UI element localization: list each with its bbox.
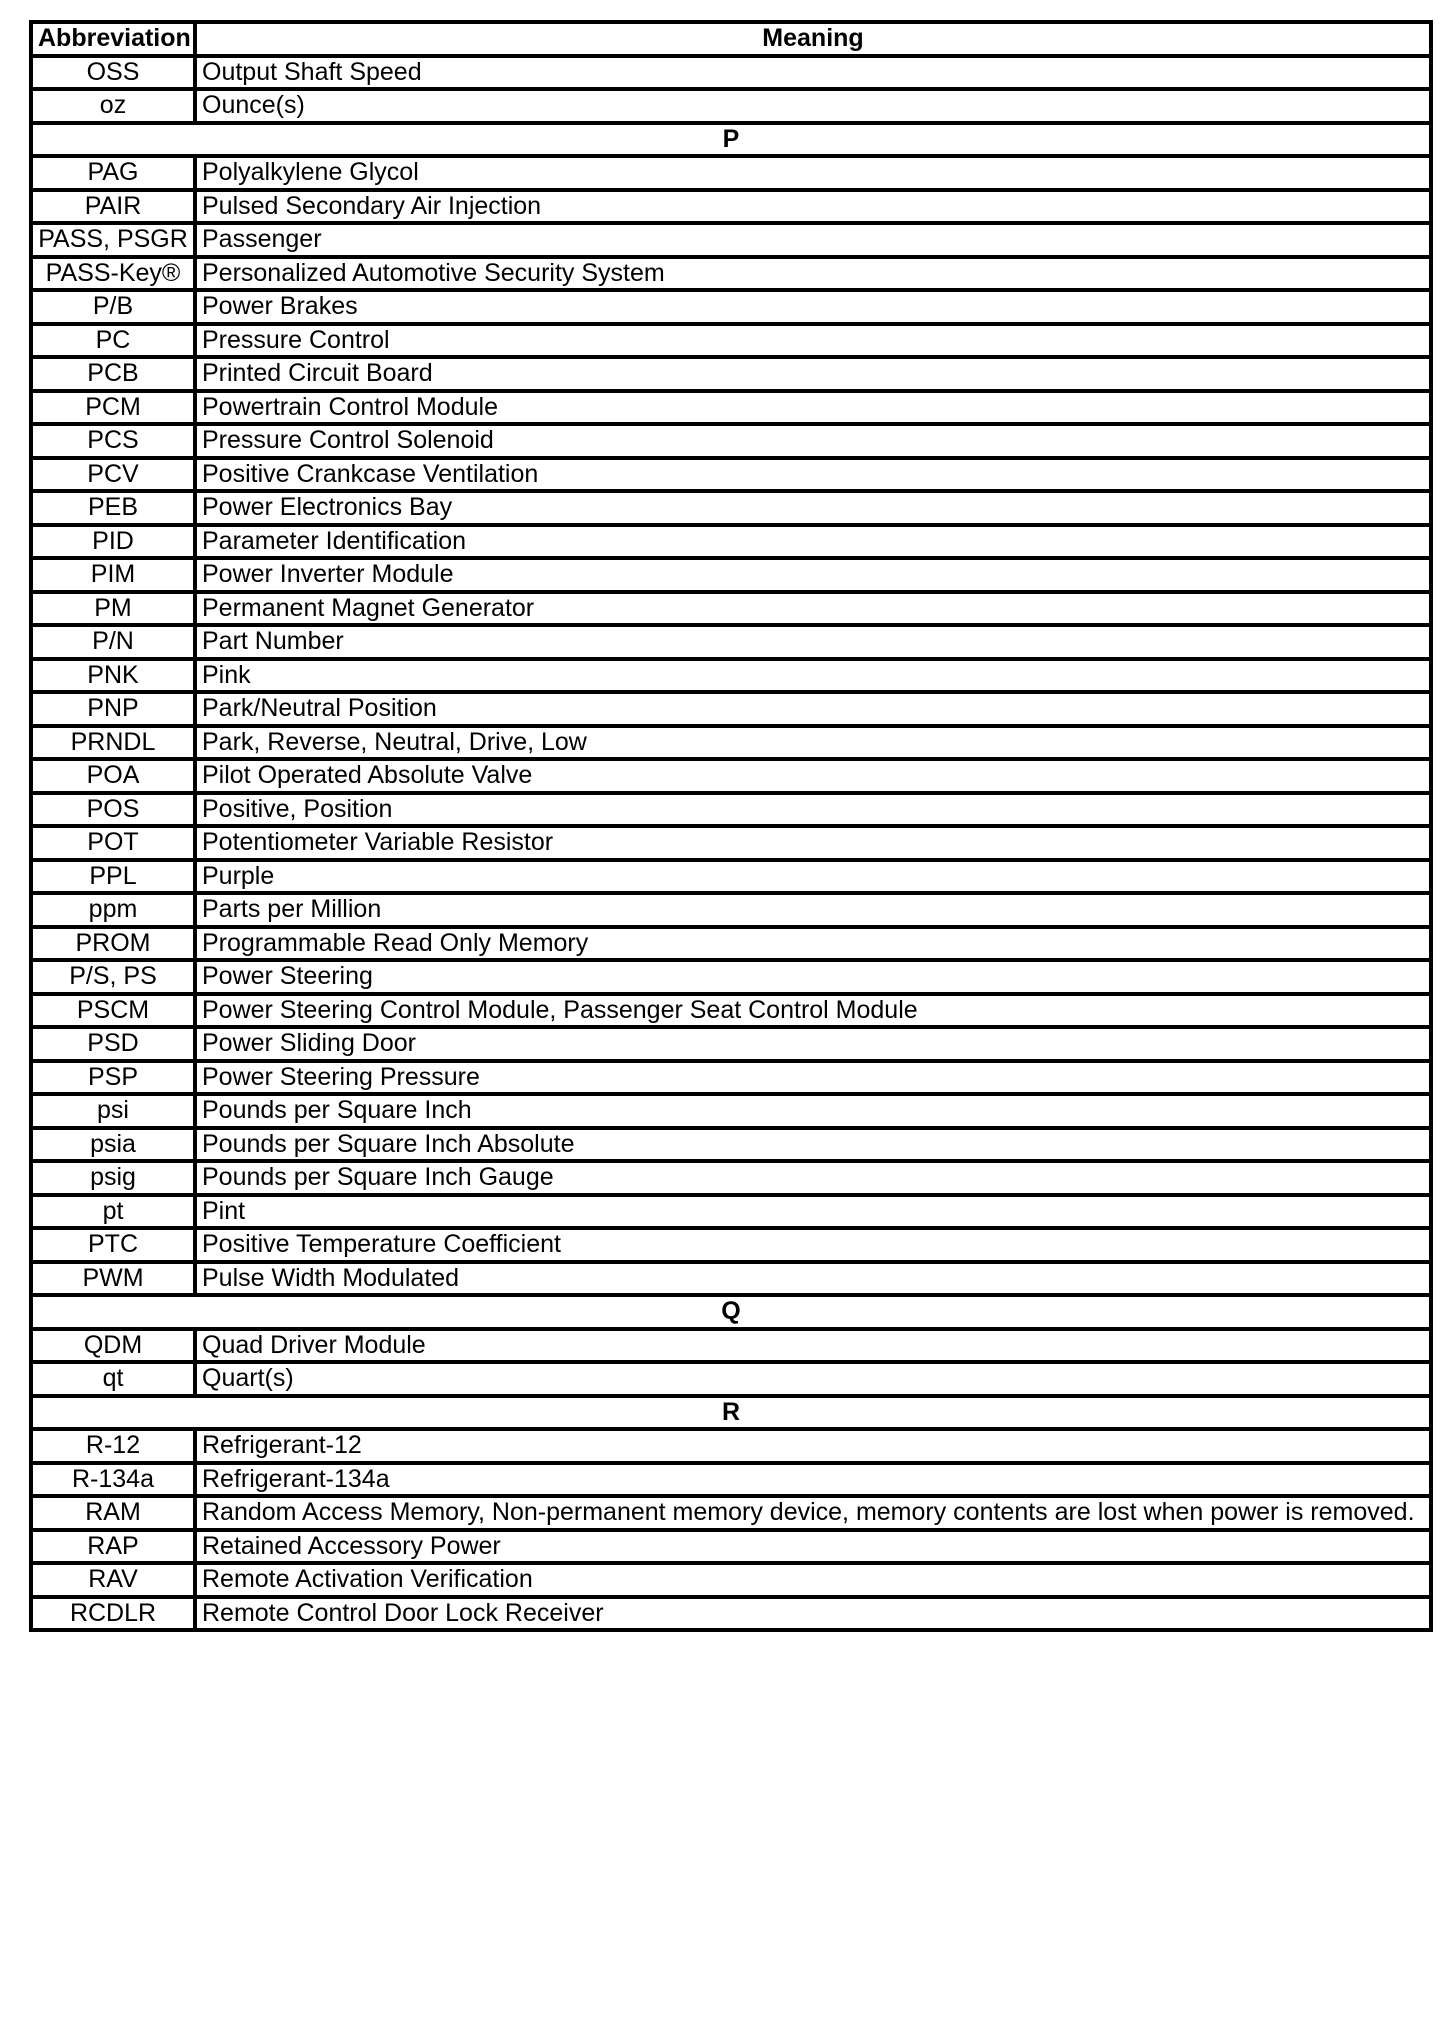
meaning-cell: Power Electronics Bay (195, 491, 1431, 525)
abbreviation-cell: PM (31, 592, 195, 626)
table-row (31, 324, 1431, 358)
table-row (31, 1496, 1431, 1530)
table-header-row (31, 22, 1431, 56)
meaning-cell: Power Steering Pressure (195, 1061, 1431, 1095)
section-letter: P (31, 123, 1431, 157)
abbreviation-cell: PEB (31, 491, 195, 525)
meaning-cell: Quad Driver Module (195, 1329, 1431, 1363)
abbreviation-cell: PSP (31, 1061, 195, 1095)
abbreviation-cell: psia (31, 1128, 195, 1162)
table-row (31, 1061, 1431, 1095)
table-row (31, 1027, 1431, 1061)
meaning-cell: Retained Accessory Power (195, 1530, 1431, 1564)
table-row (31, 1094, 1431, 1128)
section-header-row (31, 1396, 1431, 1430)
meaning-cell: Positive Temperature Coefficient (195, 1228, 1431, 1262)
meaning-cell: Parts per Million (195, 893, 1431, 927)
meaning-cell: Pressure Control (195, 324, 1431, 358)
abbreviation-cell: PC (31, 324, 195, 358)
meaning-cell: Power Sliding Door (195, 1027, 1431, 1061)
meaning-cell: Powertrain Control Module (195, 391, 1431, 425)
table-row (31, 860, 1431, 894)
meaning-cell: Power Steering (195, 960, 1431, 994)
table-row (31, 391, 1431, 425)
abbreviation-cell: PWM (31, 1262, 195, 1296)
section-letter: R (31, 1396, 1431, 1430)
table-row (31, 257, 1431, 291)
abbreviation-cell: PNP (31, 692, 195, 726)
abbreviation-cell: PTC (31, 1228, 195, 1262)
abbreviation-cell: PID (31, 525, 195, 559)
table-row (31, 1262, 1431, 1296)
table-row (31, 458, 1431, 492)
meaning-cell: Power Inverter Module (195, 558, 1431, 592)
abbreviation-cell: PASS, PSGR (31, 223, 195, 257)
meaning-cell: Random Access Memory, Non-permanent memory device, memory contents are lost when power is removed. (195, 1496, 1431, 1530)
abbreviation-cell: PASS-Key® (31, 257, 195, 291)
table-row (31, 1228, 1431, 1262)
abbreviation-cell: PAIR (31, 190, 195, 224)
abbreviation-cell: psi (31, 1094, 195, 1128)
table-row (31, 893, 1431, 927)
meaning-cell: Programmable Read Only Memory (195, 927, 1431, 961)
abbreviation-cell: RAV (31, 1563, 195, 1597)
meaning-cell: Park/Neutral Position (195, 692, 1431, 726)
abbreviation-cell: oz (31, 89, 195, 123)
section-header-row (31, 123, 1431, 157)
meaning-cell: Parameter Identification (195, 525, 1431, 559)
meaning-cell: Park, Reverse, Neutral, Drive, Low (195, 726, 1431, 760)
abbreviation-cell: psig (31, 1161, 195, 1195)
table-row (31, 1329, 1431, 1363)
meaning-cell: Pint (195, 1195, 1431, 1229)
abbreviation-table (29, 20, 1433, 1632)
table-row (31, 826, 1431, 860)
table-row (31, 759, 1431, 793)
table-row (31, 960, 1431, 994)
abbreviation-cell: RAP (31, 1530, 195, 1564)
meaning-cell: Pressure Control Solenoid (195, 424, 1431, 458)
abbreviation-cell: PNK (31, 659, 195, 693)
abbreviation-cell: R-134a (31, 1463, 195, 1497)
abbreviation-cell: POS (31, 793, 195, 827)
abbreviation-cell: OSS (31, 56, 195, 90)
abbreviation-cell: PRNDL (31, 726, 195, 760)
table-row (31, 726, 1431, 760)
table-row (31, 692, 1431, 726)
table-row (31, 190, 1431, 224)
table-row (31, 592, 1431, 626)
table-row (31, 491, 1431, 525)
abbreviation-cell: PCS (31, 424, 195, 458)
meaning-cell: Positive, Position (195, 793, 1431, 827)
meaning-cell: Power Brakes (195, 290, 1431, 324)
column-header-meaning: Meaning (195, 22, 1431, 56)
meaning-cell: Pulsed Secondary Air Injection (195, 190, 1431, 224)
table-row (31, 1429, 1431, 1463)
meaning-cell: Printed Circuit Board (195, 357, 1431, 391)
table-row (31, 290, 1431, 324)
table-row (31, 89, 1431, 123)
abbreviation-cell: P/S, PS (31, 960, 195, 994)
table-row (31, 994, 1431, 1028)
meaning-cell: Permanent Magnet Generator (195, 592, 1431, 626)
table-row (31, 1563, 1431, 1597)
table-row (31, 1128, 1431, 1162)
table-row (31, 558, 1431, 592)
meaning-cell: Personalized Automotive Security System (195, 257, 1431, 291)
table-body (31, 56, 1431, 1631)
abbreviation-cell: PSCM (31, 994, 195, 1028)
abbreviation-cell: pt (31, 1195, 195, 1229)
table-row (31, 927, 1431, 961)
abbreviation-cell: PSD (31, 1027, 195, 1061)
abbreviation-cell: PCV (31, 458, 195, 492)
meaning-cell: Polyalkylene Glycol (195, 156, 1431, 190)
abbreviation-cell: P/N (31, 625, 195, 659)
abbreviation-cell: qt (31, 1362, 195, 1396)
table-row (31, 659, 1431, 693)
meaning-cell: Pounds per Square Inch Absolute (195, 1128, 1431, 1162)
meaning-cell: Pounds per Square Inch (195, 1094, 1431, 1128)
meaning-cell: Potentiometer Variable Resistor (195, 826, 1431, 860)
abbreviation-cell: POT (31, 826, 195, 860)
abbreviation-cell: P/B (31, 290, 195, 324)
abbreviation-cell: RAM (31, 1496, 195, 1530)
table-row (31, 223, 1431, 257)
abbreviation-cell: PPL (31, 860, 195, 894)
table-row (31, 1362, 1431, 1396)
abbreviation-cell: PIM (31, 558, 195, 592)
meaning-cell: Refrigerant-134a (195, 1463, 1431, 1497)
section-letter: Q (31, 1295, 1431, 1329)
table-row (31, 357, 1431, 391)
meaning-cell: Power Steering Control Module, Passenger Seat Control Module (195, 994, 1431, 1028)
abbreviation-cell: PAG (31, 156, 195, 190)
abbreviation-cell: RCDLR (31, 1597, 195, 1631)
table-row (31, 156, 1431, 190)
meaning-cell: Remote Control Door Lock Receiver (195, 1597, 1431, 1631)
abbreviation-cell: QDM (31, 1329, 195, 1363)
meaning-cell: Pounds per Square Inch Gauge (195, 1161, 1431, 1195)
meaning-cell: Pilot Operated Absolute Valve (195, 759, 1431, 793)
table-row (31, 1195, 1431, 1229)
meaning-cell: Ounce(s) (195, 89, 1431, 123)
table-row (31, 1530, 1431, 1564)
meaning-cell: Output Shaft Speed (195, 56, 1431, 90)
table-row (31, 1463, 1431, 1497)
meaning-cell: Refrigerant-12 (195, 1429, 1431, 1463)
table-row (31, 1597, 1431, 1631)
abbreviation-cell: PCM (31, 391, 195, 425)
section-header-row (31, 1295, 1431, 1329)
abbreviation-cell: R-12 (31, 1429, 195, 1463)
abbreviation-cell: PROM (31, 927, 195, 961)
meaning-cell: Quart(s) (195, 1362, 1431, 1396)
meaning-cell: Part Number (195, 625, 1431, 659)
table-row (31, 793, 1431, 827)
table-row (31, 625, 1431, 659)
meaning-cell: Pulse Width Modulated (195, 1262, 1431, 1296)
table-row (31, 56, 1431, 90)
meaning-cell: Positive Crankcase Ventilation (195, 458, 1431, 492)
abbreviation-cell: POA (31, 759, 195, 793)
table-row (31, 424, 1431, 458)
abbreviation-cell: PCB (31, 357, 195, 391)
meaning-cell: Remote Activation Verification (195, 1563, 1431, 1597)
abbreviation-cell: ppm (31, 893, 195, 927)
table-row (31, 525, 1431, 559)
table-row (31, 1161, 1431, 1195)
meaning-cell: Purple (195, 860, 1431, 894)
column-header-abbreviation: Abbreviation (31, 22, 195, 56)
meaning-cell: Pink (195, 659, 1431, 693)
meaning-cell: Passenger (195, 223, 1431, 257)
